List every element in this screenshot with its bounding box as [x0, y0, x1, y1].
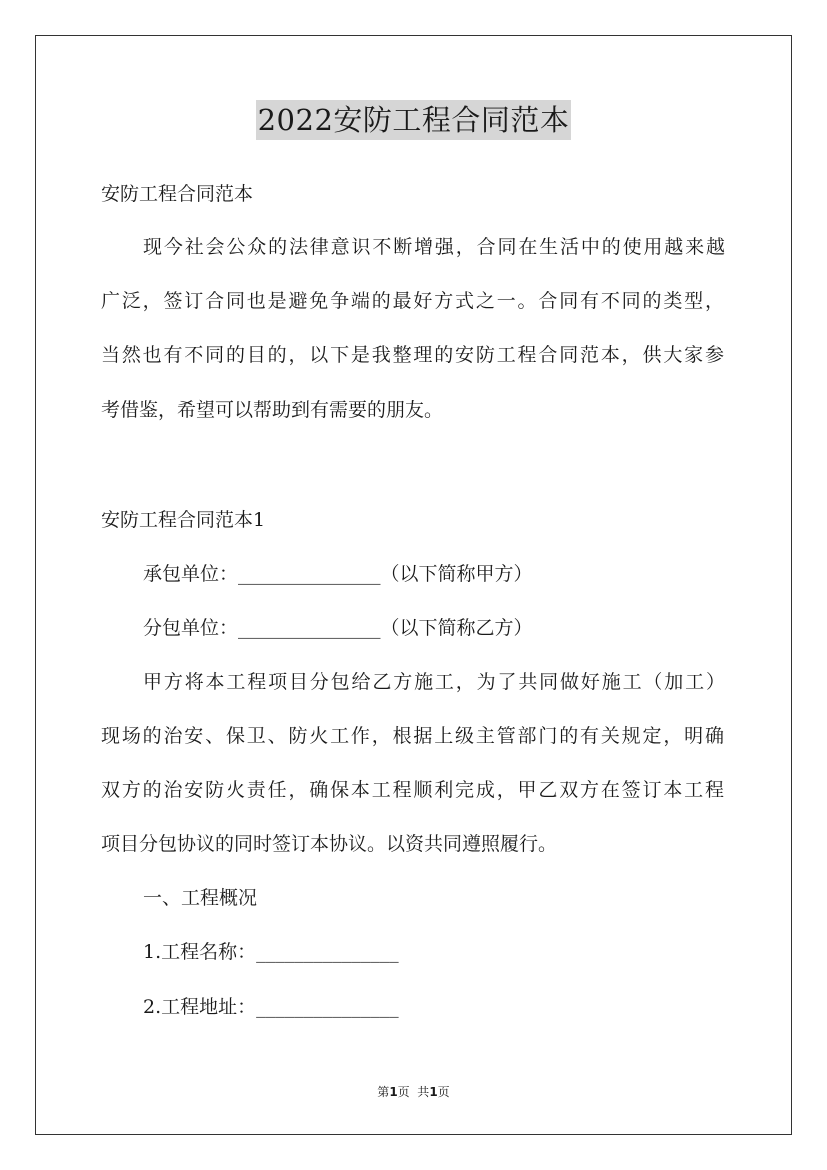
footer-total-pages: 1: [429, 1085, 438, 1099]
footer-page-suffix: 页 共: [397, 1085, 430, 1099]
body-line-2: 现场的治安、保卫、防火工作，根据上级主管部门的有关规定，明确: [101, 725, 724, 747]
party-a-line: 承包单位：_______________（以下简称甲方）: [143, 563, 533, 585]
body-line-4: 项目分包协议的同时签订本协议。以资共同遵照履行。: [101, 833, 558, 855]
section-heading: 安防工程合同范本1: [101, 509, 266, 531]
page-footer: [0, 1084, 827, 1100]
intro-line-4: 考借鉴，希望可以帮助到有需要的朋友。: [101, 399, 444, 421]
document-title: 2022安防工程合同范本: [256, 100, 572, 140]
party-b-line: 分包单位：_______________（以下简称乙方）: [143, 617, 533, 639]
footer-total-suffix: 页: [437, 1085, 450, 1099]
document-title-block: [0, 100, 827, 140]
project-name-line: 1.工程名称：_______________: [143, 941, 399, 963]
overview-heading: 一、工程概况: [143, 887, 258, 909]
footer-page-prefix: 第: [377, 1085, 390, 1099]
body-line-3: 双方的治安防火责任，确保本工程顺利完成，甲乙双方在签订本工程: [101, 779, 724, 801]
project-address-line: 2.工程地址：_______________: [143, 996, 399, 1018]
body-line-1: 甲方将本工程项目分包给乙方施工，为了共同做好施工（加工）: [143, 671, 725, 693]
subtitle: 安防工程合同范本: [101, 183, 254, 205]
intro-line-2: 广泛，签订合同也是避免争端的最好方式之一。合同有不同的类型，: [101, 290, 724, 312]
intro-line-3: 当然也有不同的目的，以下是我整理的安防工程合同范本，供大家参: [101, 344, 724, 366]
footer-page-number: 1: [389, 1085, 398, 1099]
intro-line-1: 现今社会公众的法律意识不断增强，合同在生活中的使用越来越: [143, 236, 725, 258]
